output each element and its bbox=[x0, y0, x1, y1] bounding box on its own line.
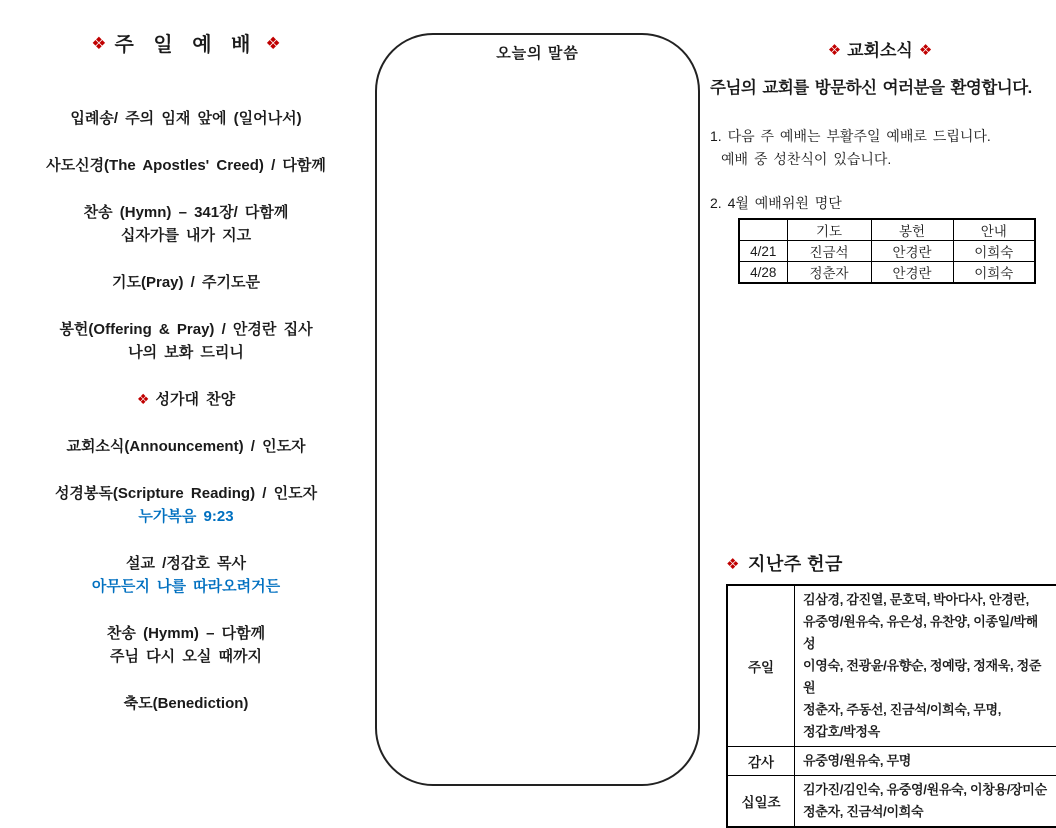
worship-item-sub: 십자가를 내가 지고 bbox=[0, 224, 372, 247]
worship-item bbox=[0, 271, 372, 294]
worship-item-sub-scripture: 누가복음 9:23 bbox=[0, 505, 372, 528]
committee-header-cell bbox=[739, 219, 787, 241]
announcement-1-line1: 1. 다음 주 예배는 부활주일 예배로 드립니다. bbox=[710, 125, 1050, 148]
church-news-column bbox=[710, 36, 1050, 284]
worship-item-main: 설교 /정갑호 목사 bbox=[0, 552, 372, 575]
worship-item bbox=[0, 318, 372, 364]
offering-names-line: 김삼경, 감진열, 문호덕, 박아다사, 안경란, bbox=[803, 589, 1048, 611]
church-news-title bbox=[710, 36, 1050, 61]
announcement-1-line2: 예배 중 성찬식이 있습니다. bbox=[710, 148, 1050, 171]
committee-header-row bbox=[739, 219, 1035, 241]
worship-item-main: 입례송/ 주의 임재 앞에 (일어나서) bbox=[0, 107, 372, 130]
welcome-message: 주님의 교회를 방문하신 여러분을 환영합니다. bbox=[710, 74, 1050, 98]
diamond-icon: ❖ bbox=[919, 42, 932, 59]
todays-word-title: 오늘의 말씀 bbox=[377, 42, 698, 63]
diamond-icon: ❖ bbox=[828, 42, 841, 59]
committee-cell: 이희숙 bbox=[953, 262, 1035, 284]
committee-cell: 4/28 bbox=[739, 262, 787, 284]
committee-cell: 4/21 bbox=[739, 241, 787, 262]
committee-table bbox=[738, 218, 1036, 284]
committee-cell: 이희숙 bbox=[953, 241, 1035, 262]
offering-row bbox=[727, 747, 1056, 776]
worship-item bbox=[0, 482, 372, 528]
offering-section bbox=[726, 550, 1042, 828]
worship-item-sub-scripture: 아무든지 나를 따라오려거든 bbox=[0, 575, 372, 598]
committee-cell: 안경란 bbox=[871, 241, 953, 262]
worship-title-text: 주 일 예 배 bbox=[115, 34, 258, 56]
committee-header-cell: 안내 bbox=[953, 219, 1035, 241]
worship-item-sub: 주님 다시 오실 때까지 bbox=[0, 645, 372, 668]
committee-header-cell: 기도 bbox=[787, 219, 871, 241]
offering-names-line: 김가진/김인숙, 유중영/원유숙, 이창용/장미순 bbox=[803, 779, 1048, 801]
offering-row-label: 십일조 bbox=[727, 776, 795, 828]
worship-item-main: 축도(Benediction) bbox=[0, 692, 372, 715]
offering-row-names bbox=[795, 776, 1056, 828]
worship-item bbox=[0, 692, 372, 715]
worship-item bbox=[0, 435, 372, 458]
announcement-2: 2. 4월 예배위원 명단 bbox=[710, 193, 1050, 213]
announcement-1 bbox=[710, 125, 1050, 171]
diamond-icon: ❖ bbox=[91, 34, 106, 53]
offering-row bbox=[727, 585, 1056, 747]
worship-item-main: 성경봉독(Scripture Reading) / 인도자 bbox=[0, 482, 372, 505]
worship-item-main: 찬송 (Hymm) – 다함께 bbox=[0, 622, 372, 645]
offering-names-line: 이영숙, 전광윤/유향순, 정예랑, 정재욱, 정준원 bbox=[803, 655, 1048, 699]
offering-title-text: 지난주 헌금 bbox=[748, 554, 843, 574]
offering-names-line: 정갑호/박정옥 bbox=[803, 721, 1048, 743]
offering-names-line: 정춘자, 진금석/이희숙 bbox=[803, 801, 1048, 823]
offering-title bbox=[726, 550, 1042, 576]
worship-list bbox=[0, 107, 372, 715]
offering-names-line: 유중영/원유숙, 유은성, 유찬양, 이종일/박해성 bbox=[803, 611, 1048, 655]
committee-cell: 안경란 bbox=[871, 262, 953, 284]
offering-table bbox=[726, 584, 1056, 828]
worship-item-sub: 나의 보화 드리니 bbox=[0, 341, 372, 364]
todays-word-box bbox=[375, 33, 700, 786]
committee-row bbox=[739, 241, 1035, 262]
worship-item-main: 기도(Pray) / 주기도문 bbox=[0, 271, 372, 294]
offering-row-names bbox=[795, 585, 1056, 747]
diamond-icon: ❖ bbox=[265, 34, 280, 53]
committee-header-cell: 봉헌 bbox=[871, 219, 953, 241]
offering-row-label: 감사 bbox=[727, 747, 795, 776]
church-news-title-text: 교회소식 bbox=[847, 41, 913, 60]
committee-row bbox=[739, 262, 1035, 284]
worship-item-main: 찬송 (Hymn) – 341장/ 다함께 bbox=[0, 201, 372, 224]
offering-row-names bbox=[795, 747, 1056, 776]
worship-item-main: ❖ 성가대 찬양 bbox=[0, 388, 372, 411]
worship-order-column bbox=[0, 28, 372, 739]
worship-item-main: 사도신경(The Apostles' Creed) / 다함께 bbox=[0, 154, 372, 177]
worship-item-main: 교회소식(Announcement) / 인도자 bbox=[0, 435, 372, 458]
committee-cell: 정춘자 bbox=[787, 262, 871, 284]
worship-item bbox=[0, 201, 372, 247]
worship-title bbox=[0, 28, 372, 57]
diamond-icon: ❖ bbox=[137, 391, 150, 407]
offering-row-label: 주일 bbox=[727, 585, 795, 747]
worship-item bbox=[0, 622, 372, 668]
worship-item bbox=[0, 154, 372, 177]
worship-item bbox=[0, 107, 372, 130]
worship-item bbox=[0, 552, 372, 598]
committee-cell: 진금석 bbox=[787, 241, 871, 262]
offering-row bbox=[727, 776, 1056, 828]
offering-names-line: 유중영/원유숙, 무명 bbox=[803, 750, 1048, 772]
worship-item bbox=[0, 388, 372, 411]
offering-names-line: 정춘자, 주동선, 진금석/이희숙, 무명, bbox=[803, 699, 1048, 721]
worship-item-main: 봉헌(Offering & Pray) / 안경란 집사 bbox=[0, 318, 372, 341]
diamond-icon: ❖ bbox=[726, 556, 740, 573]
